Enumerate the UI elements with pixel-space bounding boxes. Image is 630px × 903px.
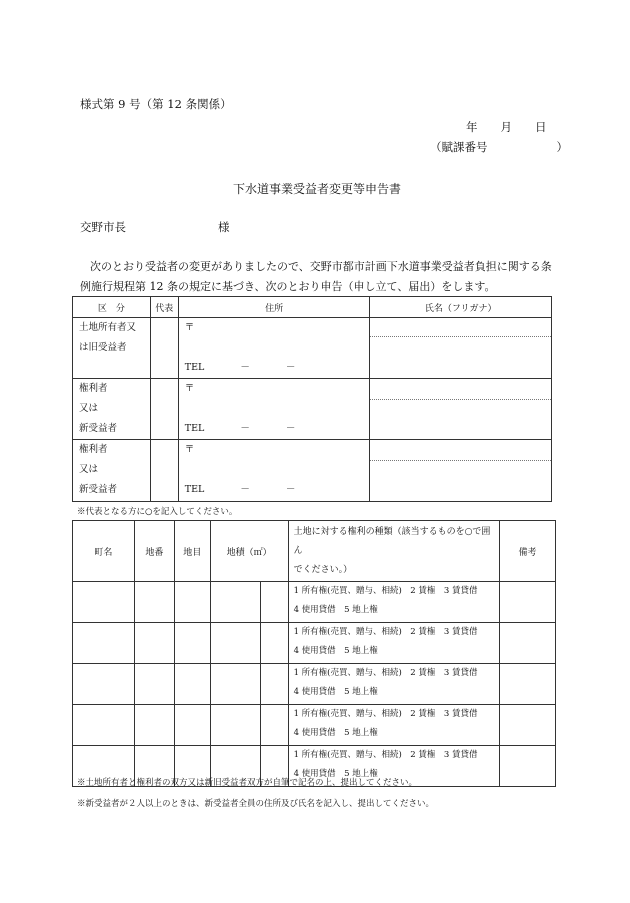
form-title: 下水道事業受益者変更等申告書: [233, 182, 402, 196]
honorific: 様: [218, 220, 230, 234]
rights-line1: 1 所有権(売買、贈与、相続) 2 賃権 3 賃貸借: [293, 586, 478, 596]
rights-cell[interactable]: [288, 664, 500, 705]
date-line: 年 月 日: [466, 120, 547, 134]
postal-mark: 〒: [184, 444, 195, 455]
chiseki-cell[interactable]: [210, 582, 260, 623]
rights-line1: 1 所有権(売買、贈与、相続) 2 賃権 3 賃貸借: [293, 668, 478, 678]
tel-line: TEL － －: [184, 423, 296, 434]
furigana-line[interactable]: [370, 440, 551, 461]
rights-line1: 1 所有権(売買、贈与、相続) 2 賃権 3 賃貸借: [293, 709, 478, 719]
table-row: [73, 623, 556, 664]
daihyo-cell[interactable]: [150, 379, 178, 440]
biko-cell[interactable]: [500, 664, 556, 705]
chomei-cell[interactable]: [73, 623, 135, 664]
table-row: [73, 318, 552, 379]
table-row: [73, 582, 556, 623]
header-kenri: [288, 521, 500, 582]
rights-line2: 4 使用貸借 5 地上権: [293, 687, 378, 697]
applicant-table: [72, 296, 552, 502]
rights-line2: 4 使用貸借 5 地上権: [293, 605, 378, 615]
rights-line1: 1 所有権(売買、贈与、相続) 2 賃権 3 賃貸借: [293, 750, 478, 760]
chiban-cell[interactable]: [134, 705, 174, 746]
chiseki-decimal-cell[interactable]: [260, 582, 288, 623]
header-chimoku: 地目: [174, 521, 210, 582]
name-cell[interactable]: [370, 440, 552, 502]
kubun-line2: 又は: [79, 464, 99, 475]
rights-cell[interactable]: [288, 705, 500, 746]
chimoku-cell[interactable]: [174, 623, 210, 664]
land-table-header: [73, 521, 556, 582]
chomei-cell[interactable]: [73, 664, 135, 705]
kubun-cell: [73, 318, 151, 379]
table-row: [73, 440, 552, 502]
address-cell[interactable]: [178, 318, 370, 379]
representative-note: ※代表となる方に○を記入してください。: [77, 507, 238, 517]
kubun-line3: 新受益者: [79, 484, 118, 495]
furigana-line[interactable]: [370, 318, 551, 337]
header-daihyo: 代表: [150, 297, 178, 318]
chiseki-cell[interactable]: [210, 623, 260, 664]
biko-cell[interactable]: [500, 705, 556, 746]
rights-line2: 4 使用貸借 5 地上権: [293, 769, 378, 779]
chiseki-decimal-cell[interactable]: [260, 705, 288, 746]
table-row: [73, 705, 556, 746]
address-cell[interactable]: [178, 440, 370, 502]
chomei-cell[interactable]: [73, 705, 135, 746]
table-row: [73, 379, 552, 440]
tel-line: TEL － －: [184, 484, 296, 495]
rights-cell[interactable]: [288, 623, 500, 664]
biko-cell[interactable]: [500, 582, 556, 623]
addressee: 交野市長: [80, 220, 126, 234]
daihyo-cell[interactable]: [150, 318, 178, 379]
name-cell[interactable]: [370, 318, 552, 379]
biko-cell[interactable]: [500, 746, 556, 787]
kubun-line2: 又は: [79, 403, 99, 414]
header-jusho: 住所: [178, 297, 370, 318]
rights-line1: 1 所有権(売買、贈与、相続) 2 賃権 3 賃貸借: [293, 627, 478, 637]
assessment-number: （賦課番号 ）: [430, 140, 568, 154]
chimoku-cell[interactable]: [174, 664, 210, 705]
applicant-table-header: [73, 297, 552, 318]
kubun-line1: 権利者: [79, 444, 108, 455]
form-number: 様式第 9 号（第 12 条関係）: [80, 97, 232, 111]
postal-mark: 〒: [184, 322, 195, 333]
footnote-1: ※土地所有者と権利者の双方又は新旧受益者双方が自筆で記名の上、提出してください。: [77, 778, 418, 788]
header-chiban: 地番: [134, 521, 174, 582]
body-line-2: 例施行規程第 12 条の規定に基づき、次のとおり申告（申し立て、届出）をします。: [80, 280, 496, 293]
furigana-line[interactable]: [370, 379, 551, 400]
header-kubun: 区 分: [73, 297, 151, 318]
rights-line2: 4 使用貸借 5 地上権: [293, 728, 378, 738]
kenri-line1: 土地に対する権利の種類（該当するものを○で囲ん: [293, 526, 491, 556]
chiban-cell[interactable]: [134, 664, 174, 705]
chiseki-cell[interactable]: [210, 664, 260, 705]
chiban-cell[interactable]: [134, 623, 174, 664]
land-table: [72, 520, 556, 787]
body-line-1: 次のとおり受益者の変更がありましたので、交野市都市計画下水道事業受益者負担に関する条: [90, 260, 552, 273]
rights-line2: 4 使用貸借 5 地上権: [293, 646, 378, 656]
table-row: [73, 664, 556, 705]
biko-cell[interactable]: [500, 623, 556, 664]
kubun-line3: 新受益者: [79, 423, 118, 434]
footnote-2: ※新受益者が２人以上のときは、新受益者全員の住所及び氏名を記入し、提出してください。: [77, 799, 435, 809]
kubun-cell: [73, 440, 151, 502]
header-chomei: 町名: [73, 521, 135, 582]
chiban-cell[interactable]: [134, 582, 174, 623]
name-cell[interactable]: [370, 379, 552, 440]
chimoku-cell[interactable]: [174, 705, 210, 746]
chiseki-decimal-cell[interactable]: [260, 623, 288, 664]
kubun-line2: は旧受益者: [79, 342, 127, 353]
postal-mark: 〒: [184, 383, 195, 394]
header-chiseki: 地積（㎡）: [210, 521, 288, 582]
header-biko: 備考: [500, 521, 556, 582]
kubun-line1: 土地所有者又: [79, 322, 137, 333]
daihyo-cell[interactable]: [150, 440, 178, 502]
kubun-line1: 権利者: [79, 383, 108, 394]
chomei-cell[interactable]: [73, 582, 135, 623]
address-cell[interactable]: [178, 379, 370, 440]
chiseki-decimal-cell[interactable]: [260, 664, 288, 705]
chiseki-cell[interactable]: [210, 705, 260, 746]
rights-cell[interactable]: [288, 582, 500, 623]
chimoku-cell[interactable]: [174, 582, 210, 623]
kenri-line2: でください。）: [293, 564, 353, 575]
header-shimei: 氏名（フリガナ）: [370, 297, 552, 318]
tel-line: TEL － －: [184, 362, 296, 373]
kubun-cell: [73, 379, 151, 440]
